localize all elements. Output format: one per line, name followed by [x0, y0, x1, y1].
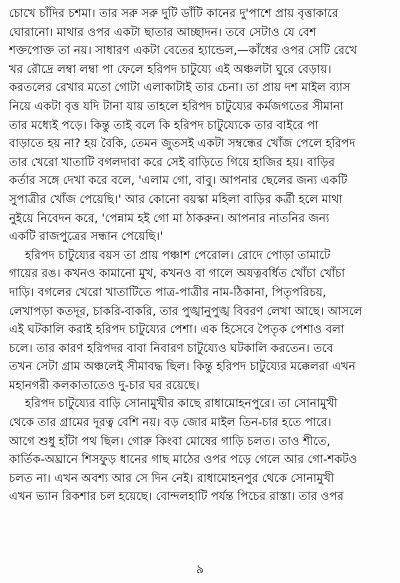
text-line: নিয়ে একটা বৃত্ত যদি টানা যায় তাহলে হরিপদ চাটুয্যের কর্মজগতের সীমানা: [9, 98, 344, 113]
text-line: সুপাত্রীর খোঁজ পেয়েছি।' আর কোনো বয়স্কা মহিলা বাড়ির কর্ত্রী হলে মাথা: [9, 191, 343, 206]
text-line: হরিপদ চাটুয্যের বয়স তা প্রায় পঞ্চাশ পেরোল। রোদে পোড়া তামাটে: [25, 247, 331, 262]
text-line: কার্তিক-অঘ্রানে শিসফুড় ধানের গাছ মাঠের ওপর পড়ে গেলে আর গো-শকটও: [9, 452, 358, 467]
text-line: থেকে তার গ্রামের দূরত্ব বেশি নয়। বড় জোর মাইল তিন-চার হতে পারে।: [9, 415, 332, 430]
text-line: আগে শুধু হাঁটা পথ ছিল। গোরু কিংবা মোষের গাড়ি চলত। তাও শীতে,: [9, 433, 331, 448]
text-line: চলত না। এখন অবশ্য আর সে দিন নেই। রাধামোহনপুর থেকে সোনামুখী: [9, 470, 335, 485]
text-line: চলে। তার কারণ হরিপদর বাবা নিবারণ চাটুয্যেও ঘটকালি করতেন। তবে: [9, 340, 334, 355]
page-number: ৯: [196, 562, 204, 576]
text-line: লেখাপড়া কতদূর, চাকরি-বাকরি, তার পুঙ্খানুপুঙ্খ বিবরণ লেখা আছে। আসলে: [9, 303, 363, 318]
text-line: গায়ের রঙ। কখনও কামানো মুখ, কখনও বা গালে অযত্নবর্ধিত খোঁচা খোঁচা: [9, 266, 345, 281]
text-line: নুইয়ে নিবেদন করে, 'পেন্নাম হই গো মা ঠাকরুন। আপনার নাতনির জন্য: [9, 210, 330, 225]
text-line: তার মধ্যেই পড়ে। কিন্তু তাই বলে কি হরিপদ চাটুয্যেকে তার বাইরে পা: [9, 117, 319, 132]
text-line: বাড়াতে হয় না? হয় বৈকি, তেমন জুতসই একটা সম্বন্ধের খোঁজ পেলে হরিপদ: [9, 136, 356, 151]
text-line: কর্তার সঙ্গে দেখা করে বলে, 'এলাম গো, বাবু। আপনার ছেলের জন্য একটি: [9, 173, 348, 188]
text-line: তখন সেটা গ্রাম অঞ্চলেই সীমাবদ্ধ ছিল। কিন্তু হরিপদ চাটুয্যের মক্কেলরা এখন: [9, 359, 356, 374]
text-line: মহানগরী কলকাতাতেও দু-চার ঘর রয়েছে।: [9, 377, 200, 392]
text-line: এই ঘটকালি করাই হরিপদ চাটুয্যের পেশা। এক হিসেবে পৈতৃক পেশাও বলা: [9, 322, 345, 337]
text-line: তার খেরো খাতাটি বগলদাবা করে সেই বাড়িতে গিয়ে হাজির হয়। বাড়ির: [9, 154, 335, 169]
text-line: একটি রাজপুত্রের সন্ধান পেয়েছি।': [9, 229, 164, 244]
text-line: শক্তপোক্ত তা নয়। সাধারণ একটা বেতের হ্যান্ডেল,—কাঁধের ওপর সেটি রেখে: [9, 43, 357, 58]
text-line: হরিপদ চাটুয্যের বাড়ি সোনামুখীর কাছে রাধামোহনপুরে। তা সোনামুখী: [25, 396, 338, 411]
text-line: ঘোরানো। মাথার ওপর একটা ছাতার আচ্ছাদন। তবে সেটাও যে বেশ: [9, 24, 317, 39]
text-line: চোখে চাঁদির চশমা। তার সরু সরু দুটি ডাঁটি কানের দু'পাশে প্রায় বৃত্তাকারে: [9, 6, 339, 20]
paragraph-3: [9, 394, 395, 506]
paragraph-1: [9, 4, 395, 246]
body-text: [9, 4, 395, 506]
text-line: করতলের রেখার মতো গোটা এলাকাটাই তার চেনা। তা প্রায় দশ মাইল ব্যাস: [9, 80, 351, 95]
text-line: এখন ভ্যান রিকশার চল হয়েছে। বোন্দলহাটি পর্যন্ত পিচের রাস্তা। তার ওপর: [9, 489, 344, 504]
paragraph-2: [9, 246, 395, 395]
text-line: খর রৌদ্রে লম্বা লম্বা পা ফেলে হরিপদ চাটুয্যে এই অঞ্চলটা ঘুরে বেড়ায়।: [9, 61, 332, 76]
text-line: দাড়ি। বগলের খেরো খাতাটিতে পাত্র-পাত্রীর নাম-ঠিকানা, পিতৃপরিচয়,: [9, 284, 327, 299]
